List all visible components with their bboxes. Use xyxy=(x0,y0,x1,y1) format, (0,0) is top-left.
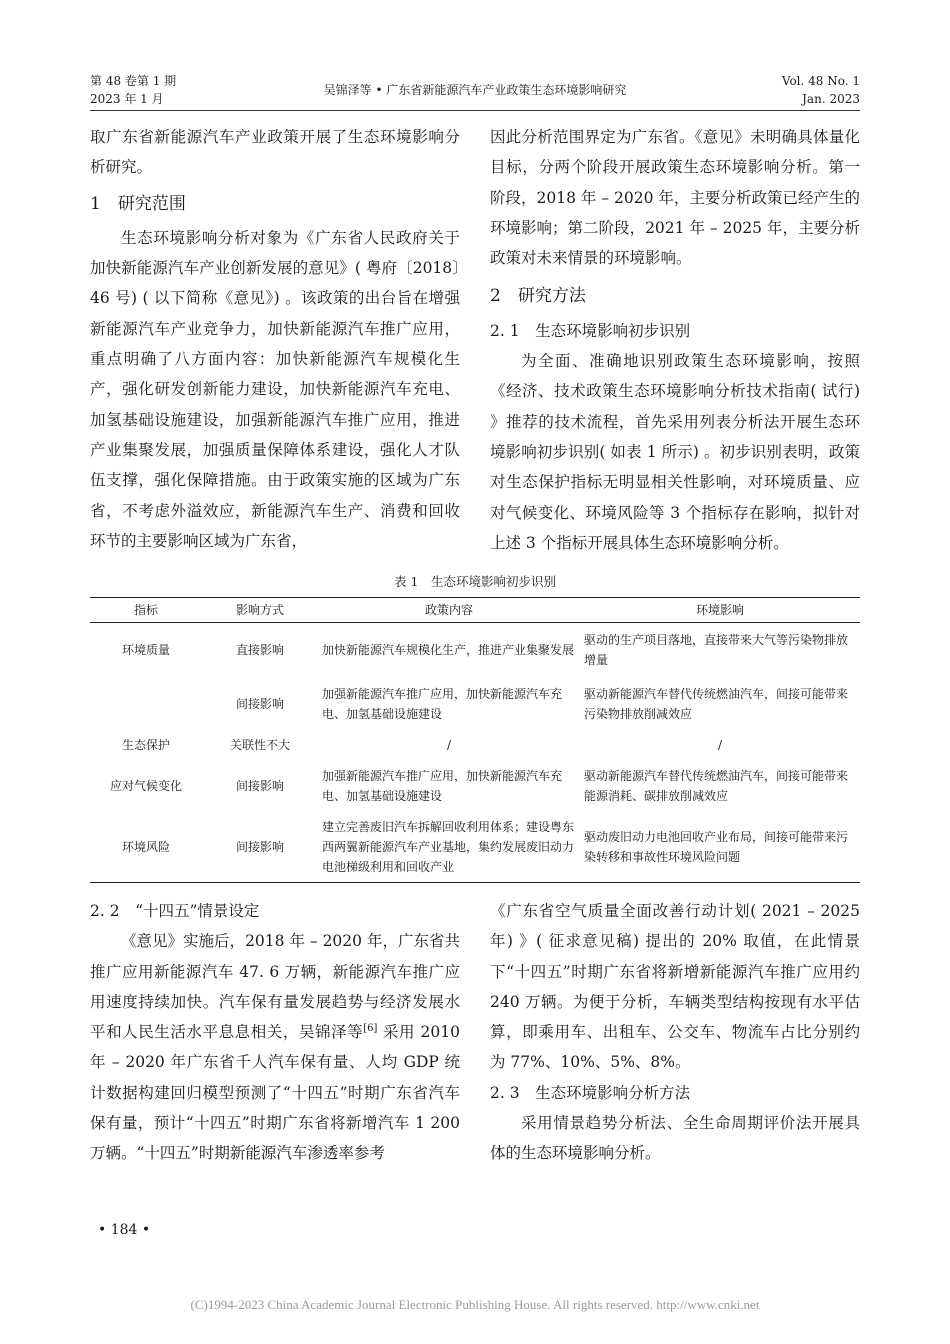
cell-indicator: 应对气候变化 xyxy=(109,778,182,793)
paragraph-2-2-text: 《意见》实施后，2018 年 – 2020 年，广东省共推广应用新能源汽车 47. 6 万辆，新能源汽车推广应用速度持续加快。汽车保有量发展趋势与经济发展水平和人民生活水平息息相关，吴锦泽等 xyxy=(90,932,460,1042)
cell-impact: 驱动新能源汽车替代传统燃油汽车，间接可能带来污染物排放削减效应 xyxy=(584,686,849,721)
citation-ref: [6] xyxy=(363,1023,378,1035)
paragraph-2-3: 采用情景趋势分析法、全生命周期评价法开展具体的生态环境影响分析。 xyxy=(490,1114,860,1163)
table-header-policy: 政策内容 xyxy=(318,598,580,623)
table-row xyxy=(90,759,860,813)
paragraph-2-2 xyxy=(90,926,460,1168)
journal-volume-en: Vol. 48 No. 1 Jan. 2023 xyxy=(781,74,860,106)
paragraph-scope-continued: 因此分析范围界定为广东省。《意见》未明确具体量化目标，分两个阶段开展政策生态环境影响分析。第一阶段，2018 年 – 2020 年，主要分析政策已经产生的环境影响；第二阶段，2021 年 – 2025 年，主要分析政策对未来情景的环境影响。 xyxy=(490,128,860,268)
cell-indicator: 环境质量 xyxy=(121,642,170,657)
paragraph-intro: 取广东省新能源汽车产业政策开展了生态环境影响分析研究。 xyxy=(90,128,460,177)
cell-indicator xyxy=(90,677,202,731)
table-header-impact: 环境影响 xyxy=(580,598,860,623)
running-title: 吴锦泽等 • 广东省新能源汽车产业政策生态环境影响研究 xyxy=(323,83,627,97)
table-row xyxy=(90,731,860,759)
cell-policy: 建立完善废旧汽车拆解回收利用体系；建设粤东西两翼新能源汽车产业基地，集约发展废旧动力电池梯级利用和回收产业 xyxy=(318,813,580,883)
table-row xyxy=(90,623,860,677)
cell-mode: 关联性不大 xyxy=(229,737,290,752)
left-column-top xyxy=(90,122,460,556)
paragraph-2-2-text-cont: 采用 2010 年 – 2020 年广东省千人汽车保有量、人均 GDP 统计数据构建回归模型预测了“十四五”时期广东省汽车保有量，预计“十四五”时期广东省将新增汽车 1 200 万辆。“十四五”时期新能源汽车渗透率参考 xyxy=(90,1023,460,1163)
cell-mode: 间接影响 xyxy=(202,813,318,883)
section-2-2-heading: 2. 2 “十四五”情景设定 xyxy=(90,902,260,920)
paragraph-scope: 生态环境影响分析对象为《广东省人民政府关于加快新能源汽车产业创新发展的意见》( 粤府〔2018〕46 号) ( 以下简称《意见》) 。该政策的出台旨在增强新能源汽车产业竞争力，加快新能源汽车推广应用，重点明确了八方面内容：加快新能源汽车规模化生产，强化研发创新能力建设，加快新能源汽车充电、加氢基础设施建设，加强新能源汽车推广应用，推进产业集聚发展，加强质量保障体系建设，强化人才队伍支撑，强化保障措施。由于政策实施的区域为广东省，不考虑外溢效应，新能源汽车生产、消费和回收环节的主要影响区域为广东省， xyxy=(90,228,460,550)
section-2-3-heading: 2. 3 生态环境影响分析方法 xyxy=(490,1083,691,1102)
header-rule xyxy=(90,110,860,111)
cell-policy: 加强新能源汽车推广应用，加快新能源汽车充电、加氢基础设施建设 xyxy=(322,768,563,803)
cell-mode: 间接影响 xyxy=(235,696,284,711)
copyright-footer: (C)1994-2023 China Academic Journal Electronic Publishing House. All rights reserved. http://www.cnki.net xyxy=(190,1297,760,1312)
table-caption: 表 1 生态环境影响初步识别 xyxy=(394,574,556,589)
cell-impact: / xyxy=(717,737,723,752)
cell-policy: 加强新能源汽车推广应用，加快新能源汽车充电、加氢基础设施建设 xyxy=(322,686,563,721)
cell-policy: 加快新能源汽车规模化生产，推进产业集聚发展 xyxy=(322,642,575,657)
cell-indicator: 环境风险 xyxy=(90,813,202,883)
table-header-indicator: 指标 xyxy=(90,598,202,623)
cell-impact: 驱动新能源汽车替代传统燃油汽车，间接可能带来能源消耗、碳排放削减效应 xyxy=(584,768,849,803)
table-row xyxy=(90,677,860,731)
page-number: • 184 • xyxy=(98,1222,151,1238)
cell-mode: 间接影响 xyxy=(235,778,284,793)
right-column-top xyxy=(490,122,860,558)
left-column-bottom xyxy=(90,896,460,1169)
cell-impact: 驱动的生产项目落地，直接带来大气等污染物排放增量 xyxy=(584,632,849,667)
cell-mode: 直接影响 xyxy=(235,642,284,657)
section-2-1-heading: 2. 1 生态环境影响初步识别 xyxy=(490,321,691,340)
cell-policy: / xyxy=(446,737,452,752)
section-1-heading: 1 研究范围 xyxy=(90,193,186,214)
paragraph-2-1: 为全面、准确地识别政策生态环境影响，按照《经济、技术政策生态环境影响分析技术指南( 试行) 》推荐的技术流程，首先采用列表分析法开展生态环境影响初步识别( 如表 1 所示) 。初步识别表明，政策对生态保护指标无明显相关性影响，对环境质量、应对气候变化、环境风险等 3 个指标存在影响，拟针对上述 3 个指标开展具体生态环境影响分析。 xyxy=(490,352,860,552)
right-column-bottom xyxy=(490,896,860,1169)
cell-indicator: 生态保护 xyxy=(121,737,170,752)
impact-table xyxy=(90,597,860,883)
table-row xyxy=(90,813,860,883)
section-2-heading: 2 研究方法 xyxy=(490,286,586,307)
cell-impact: 驱动废旧动力电池回收产业布局，间接可能带来污染转移和事故性环境风险问题 xyxy=(580,813,860,883)
table-header-mode: 影响方式 xyxy=(202,598,318,623)
journal-volume: 第 48 卷第 1 期 2023 年 1 月 xyxy=(90,74,177,106)
paragraph-2-2-continued: 《广东省空气质量全面改善行动计划( 2021 – 2025 年) 》( 征求意见稿) 提出的 20% 取值，在此情景下“十四五”时期广东省将新增新能源汽车推广应用约 240 万辆。为便于分析，车辆类型结构按现有水平估算，即乘用车、出租车、公交车、物流车占比分别约为 77%、10%、5%、8%。 xyxy=(490,902,860,1072)
